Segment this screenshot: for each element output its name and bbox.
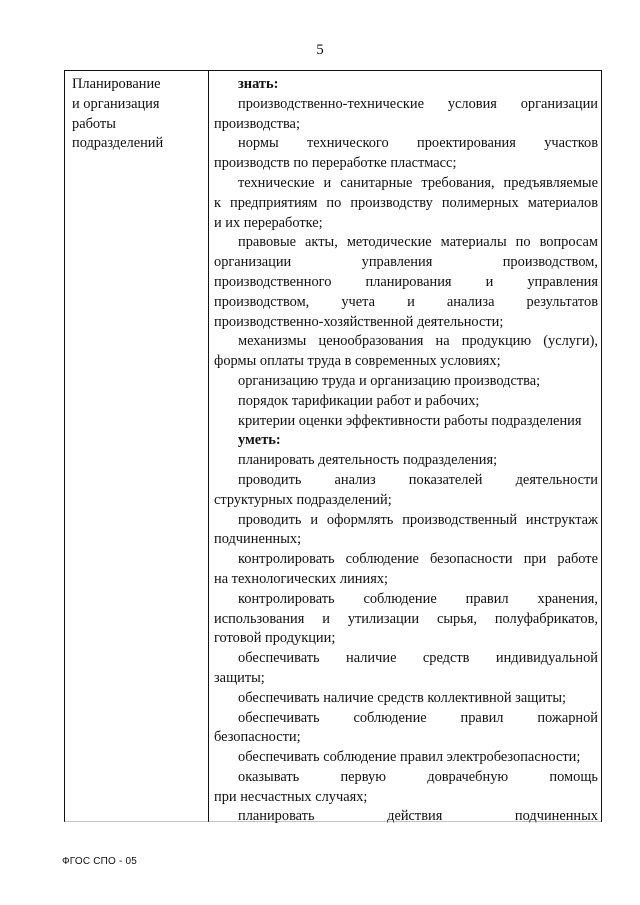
text-line: обеспечивать наличие средств индивидуальной — [238, 650, 598, 667]
text-line: оказывать первую доврачебную помощь — [238, 768, 598, 785]
text-line: организацию труда и организацию производства; — [238, 372, 541, 389]
section-heading: знать: — [238, 76, 279, 92]
text-line: планировать деятельность подразделения; — [238, 452, 498, 469]
text-line: механизмы ценообразования на продукцию (услуги), — [238, 333, 598, 350]
text-line: защиты; — [214, 669, 265, 686]
text-line: использования и утилизации сырья, полуфабрикатов, — [214, 610, 598, 627]
requirements-text — [214, 75, 598, 827]
text-line: на технологических линиях; — [214, 570, 389, 587]
text-line: организации управления производством, — [214, 254, 598, 271]
text-line: проводить и оформлять производственный инструктаж — [238, 511, 598, 528]
text-line: производством, учета и анализа результатов — [214, 293, 598, 310]
text-line: порядок тарификации работ и рабочих; — [238, 392, 480, 409]
text-line: и их переработке; — [214, 214, 323, 231]
table-bottom-edge — [64, 821, 602, 824]
page-number: 5 — [316, 42, 324, 58]
text-line: производственно-технические условия организации — [238, 95, 598, 112]
text-line: к предприятиям по производству полимерных материалов — [214, 194, 598, 211]
text-line: проводить анализ показателей деятельности — [238, 471, 598, 488]
text-line: правовые акты, методические материалы по вопросам — [238, 234, 598, 251]
text-line: контролировать соблюдение правил хранения, — [238, 590, 598, 607]
column-divider — [208, 71, 209, 822]
text-line: структурных подразделений; — [214, 491, 392, 508]
text-line: при несчастных случаях; — [214, 788, 368, 805]
section-heading: уметь: — [238, 432, 281, 449]
section-title-line: подразделений — [72, 135, 164, 152]
text-line: критерии оценки эффективности работы подразделения — [238, 412, 582, 429]
text-line: обеспечивать соблюдение правил пожарной — [238, 709, 598, 726]
text-line: технические и санитарные требования, предъявляемые — [238, 174, 598, 191]
section-title — [72, 75, 202, 154]
text-line: контролировать соблюдение безопасности при работе — [238, 551, 598, 568]
text-line: обеспечивать соблюдение правил электробезопасности; — [238, 749, 581, 766]
text-line: производственно-хозяйственной деятельности; — [214, 313, 504, 330]
competency-table — [64, 70, 602, 825]
section-title-line: работы — [72, 115, 116, 132]
text-line: формы оплаты труда в современных условиях; — [214, 353, 501, 370]
text-line: безопасности; — [214, 729, 301, 746]
text-line: подчиненных; — [214, 531, 302, 548]
text-line: производства; — [214, 115, 300, 132]
text-line: производств по переработке пластмасс; — [214, 155, 457, 172]
text-line: производственного планирования и управления — [214, 273, 598, 290]
text-line: обеспечивать наличие средств коллективной защиты; — [238, 689, 566, 706]
section-title-line: Планирование — [72, 76, 161, 92]
text-line: готовой продукции; — [214, 630, 336, 647]
footer-code: ФГОС СПО - 05 — [62, 856, 138, 867]
section-title-line: и организация — [72, 95, 160, 112]
text-line: нормы технического проектирования участков — [238, 135, 598, 152]
text-line: планировать действия подчиненных — [238, 808, 598, 825]
